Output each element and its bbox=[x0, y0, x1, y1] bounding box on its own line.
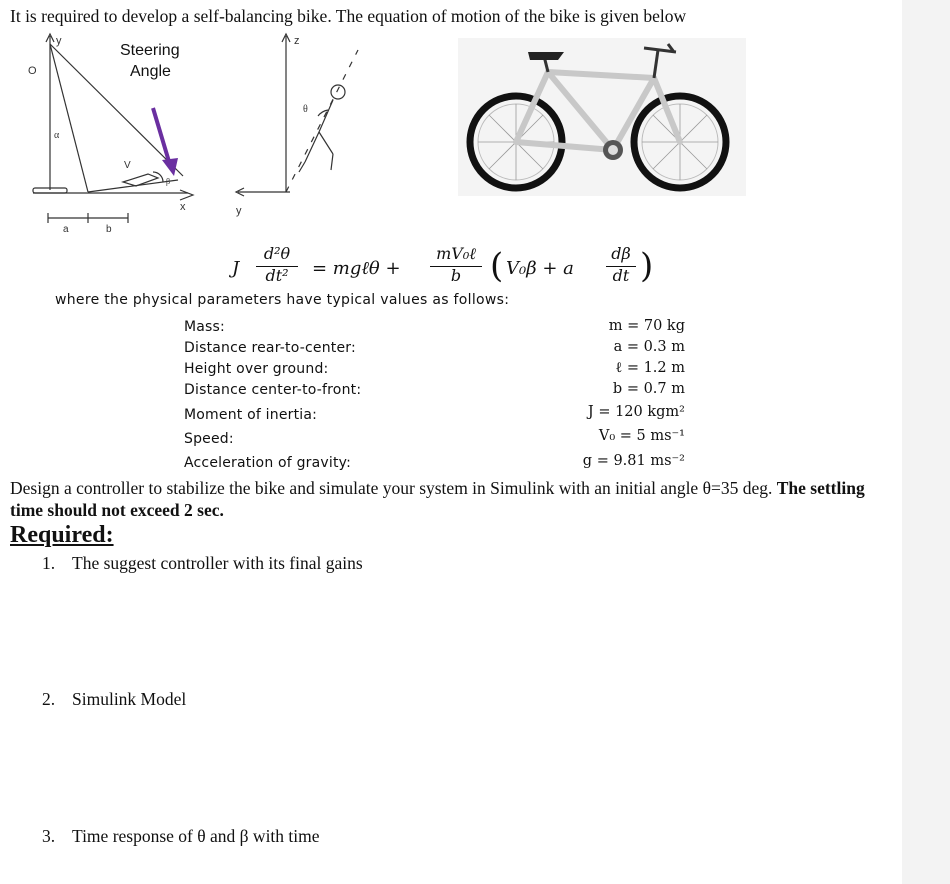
list-item bbox=[42, 826, 320, 847]
required-heading: Required: bbox=[10, 522, 114, 548]
param-value-speed: V₀ = 5 ms⁻¹ bbox=[598, 428, 685, 444]
bicycle-image bbox=[458, 38, 746, 196]
param-value-rear-to-center: a = 0.3 m bbox=[613, 339, 685, 355]
list-item-text: The suggest controller with its final gains bbox=[72, 553, 363, 573]
b-label: b bbox=[106, 224, 112, 235]
param-value-mass: m = 70 kg bbox=[608, 318, 685, 334]
param-label-height: Height over ground: bbox=[184, 361, 329, 377]
list-item-number: 2. bbox=[42, 689, 56, 709]
eq-frac2-numerator: mV₀ℓ bbox=[436, 244, 476, 263]
eq-frac3-denominator: dt bbox=[612, 266, 630, 285]
eq-lhs-numerator: d²θ bbox=[263, 244, 291, 263]
list-item-text: Time response of θ and β with time bbox=[72, 826, 320, 846]
a-label: a bbox=[63, 224, 69, 235]
list-item-text: Simulink Model bbox=[72, 689, 187, 709]
page-margin bbox=[902, 0, 950, 884]
param-label-center-to-front: Distance center-to-front: bbox=[184, 382, 362, 398]
param-value-center-to-front: b = 0.7 m bbox=[612, 381, 685, 397]
param-label-rear-to-center: Distance rear-to-center: bbox=[184, 340, 356, 356]
design-text: Design a controller to stabilize the bike and simulate your system in Simulink with an initial angle θ=35 deg. bbox=[10, 478, 773, 498]
equation-of-motion: J d²θ dt² = mgℓθ + mV₀ℓ b ( V₀β + a dβ dt ) bbox=[232, 244, 654, 286]
axis-z-label: z bbox=[294, 35, 300, 47]
theta-label: θ bbox=[303, 104, 308, 115]
eq-middle: = mgℓθ + bbox=[312, 258, 401, 279]
steering-label-2: Angle bbox=[130, 63, 171, 80]
axis-y-label: y bbox=[56, 35, 62, 47]
side-view-diagram bbox=[236, 34, 358, 196]
steering-label-1: Steering bbox=[120, 42, 180, 59]
alpha-label: α bbox=[54, 130, 60, 141]
param-value-height: ℓ = 1.2 m bbox=[615, 360, 685, 376]
y-axis-label: y bbox=[236, 205, 242, 217]
list-item-number: 1. bbox=[42, 553, 56, 573]
v-label: V bbox=[124, 160, 131, 171]
steering-arrow bbox=[153, 108, 178, 176]
eq-J: J bbox=[232, 258, 240, 279]
x-axis-label: x bbox=[180, 201, 186, 213]
design-bold-text: The settling time should not exceed 2 sec. bbox=[10, 478, 865, 520]
param-label-mass: Mass: bbox=[184, 319, 225, 335]
param-label-inertia: Moment of inertia: bbox=[184, 407, 318, 423]
list-item bbox=[42, 689, 186, 710]
list-item bbox=[42, 553, 363, 574]
param-label-gravity: Acceleration of gravity: bbox=[184, 455, 352, 471]
eq-lhs-denominator: dt² bbox=[265, 266, 289, 285]
eq-frac3-numerator: dβ bbox=[611, 244, 631, 263]
bike-figure bbox=[28, 30, 758, 240]
beta-label: β bbox=[166, 177, 171, 186]
eq-paren-inner: V₀β + a bbox=[506, 258, 574, 279]
origin-label: O bbox=[28, 65, 37, 77]
design-paragraph bbox=[10, 477, 890, 521]
params-intro: where the physical parameters have typical values as follows: bbox=[55, 292, 510, 308]
intro-text: It is required to develop a self-balancing bike. The equation of motion of the bike is given below bbox=[10, 6, 687, 26]
param-value-gravity: g = 9.81 ms⁻² bbox=[582, 453, 685, 469]
param-value-inertia: J = 120 kgm² bbox=[587, 404, 685, 420]
param-label-speed: Speed: bbox=[184, 431, 234, 447]
list-item-number: 3. bbox=[42, 826, 56, 846]
eq-frac2-denominator: b bbox=[450, 266, 462, 285]
